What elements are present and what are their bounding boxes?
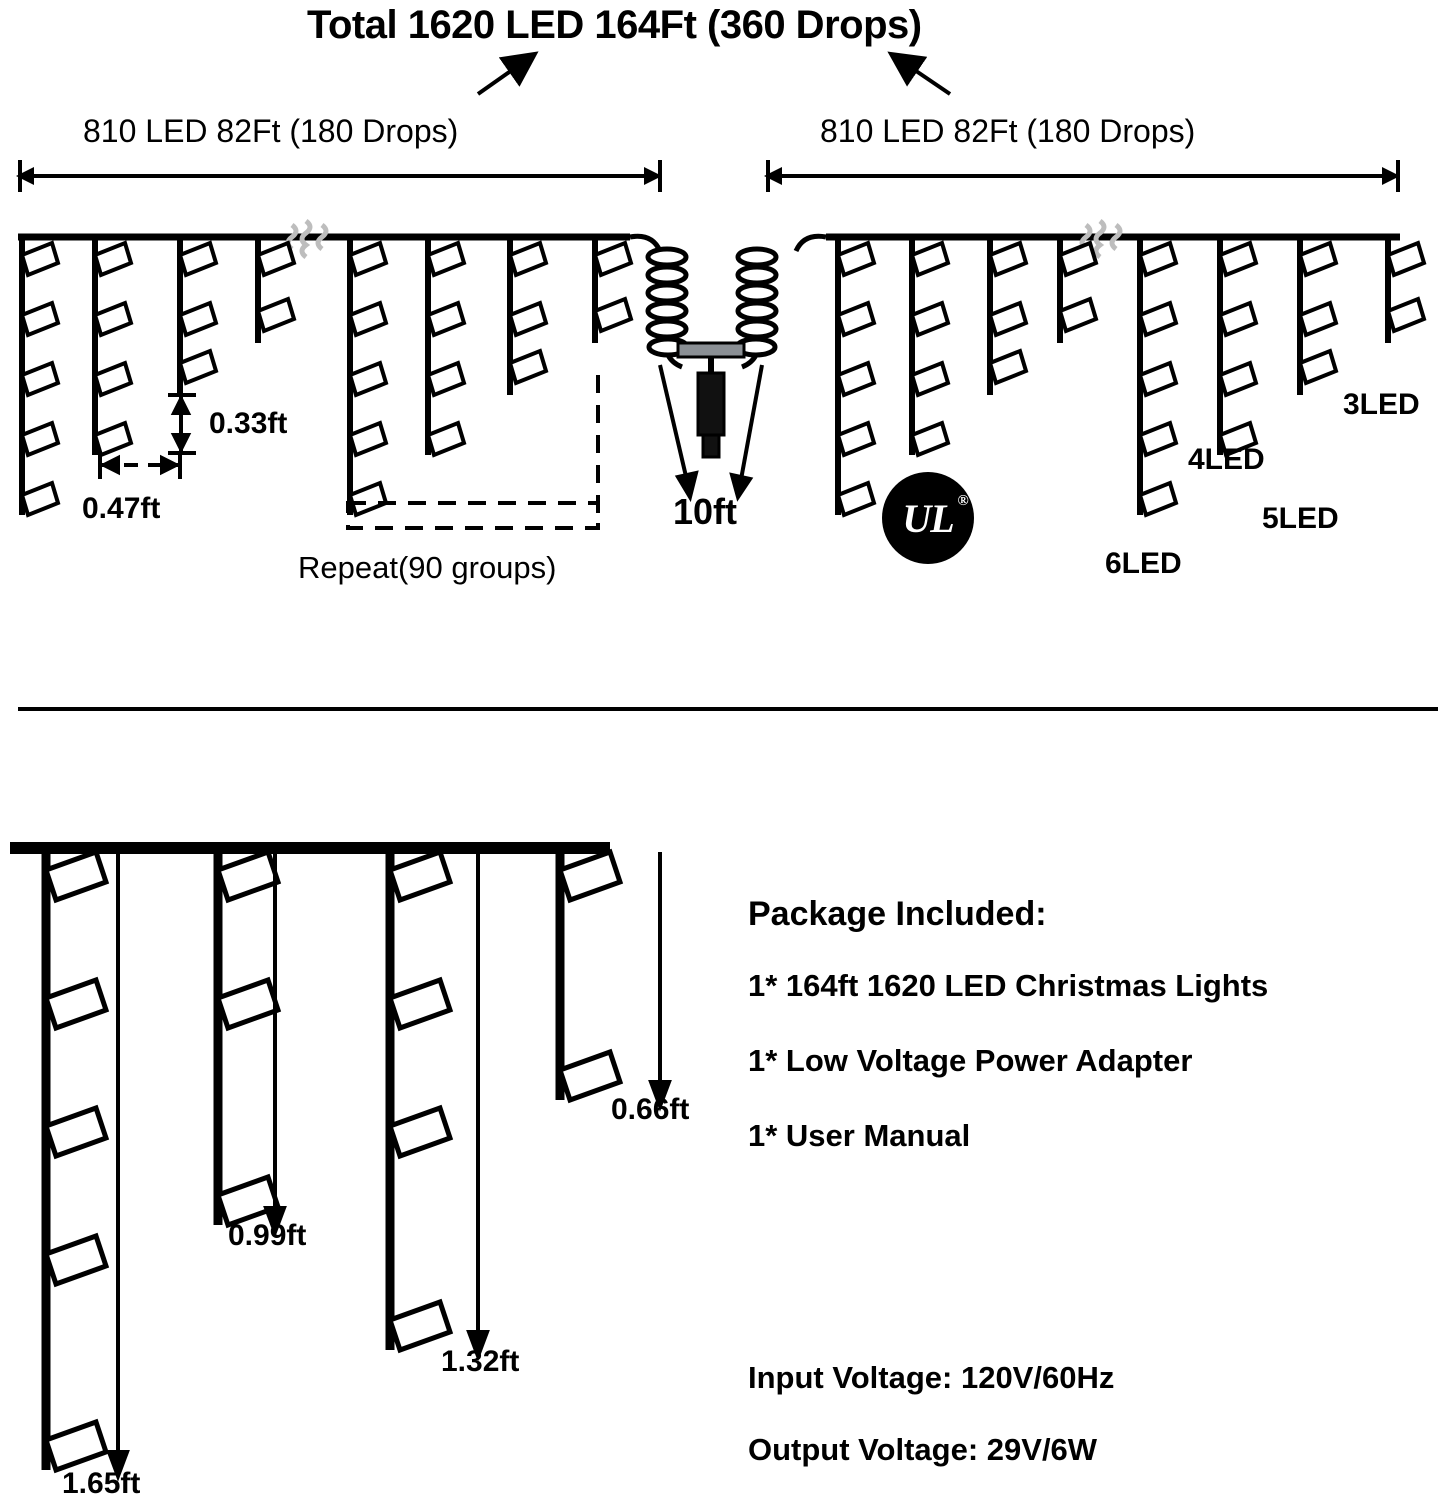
title-arrow-left [470, 48, 550, 98]
ul-certification-badge [882, 472, 974, 564]
registered-mark: ® [957, 492, 968, 509]
section-divider [18, 707, 1438, 711]
drop-label-6led: 6LED [1105, 547, 1182, 580]
drop-length-132: 1.32ft [441, 1345, 520, 1378]
bottom-icicle-diagram [0, 830, 720, 1490]
drop-length-165: 1.65ft [62, 1467, 141, 1500]
spec-input-voltage: Input Voltage: 120V/60Hz [748, 1360, 1115, 1395]
spec-output-voltage: Output Voltage: 29V/6W [748, 1432, 1098, 1467]
horizontal-spacing-label: 0.47ft [82, 492, 161, 525]
drop-label-5led: 5LED [1262, 502, 1339, 535]
ul-label: UL [902, 495, 954, 541]
vertical-spacing-label: 0.33ft [209, 407, 288, 440]
drop-length-099: 0.99ft [228, 1219, 307, 1252]
repeat-group-label: Repeat(90 groups) [298, 550, 557, 585]
lead-wire-length-label: 10ft [673, 491, 738, 532]
package-item-3: 1* User Manual [748, 1118, 971, 1153]
title-arrow-right [880, 48, 960, 98]
page-title: Total 1620 LED 164Ft (360 Drops) [307, 3, 922, 47]
right-segment-label: 810 LED 82Ft (180 Drops) [820, 113, 1196, 149]
top-icicle-diagram [0, 215, 1456, 595]
package-item-1: 1* 164ft 1620 LED Christmas Lights [748, 968, 1269, 1003]
left-segment-label: 810 LED 82Ft (180 Drops) [83, 113, 459, 149]
package-item-2: 1* Low Voltage Power Adapter [748, 1043, 1193, 1078]
left-span-arrow [14, 158, 664, 194]
package-heading: Package Included: [748, 895, 1047, 933]
right-span-arrow [762, 158, 1402, 194]
drop-label-4led: 4LED [1188, 443, 1265, 476]
drop-label-3led: 3LED [1343, 388, 1420, 421]
drop-length-066: 0.66ft [611, 1093, 690, 1126]
